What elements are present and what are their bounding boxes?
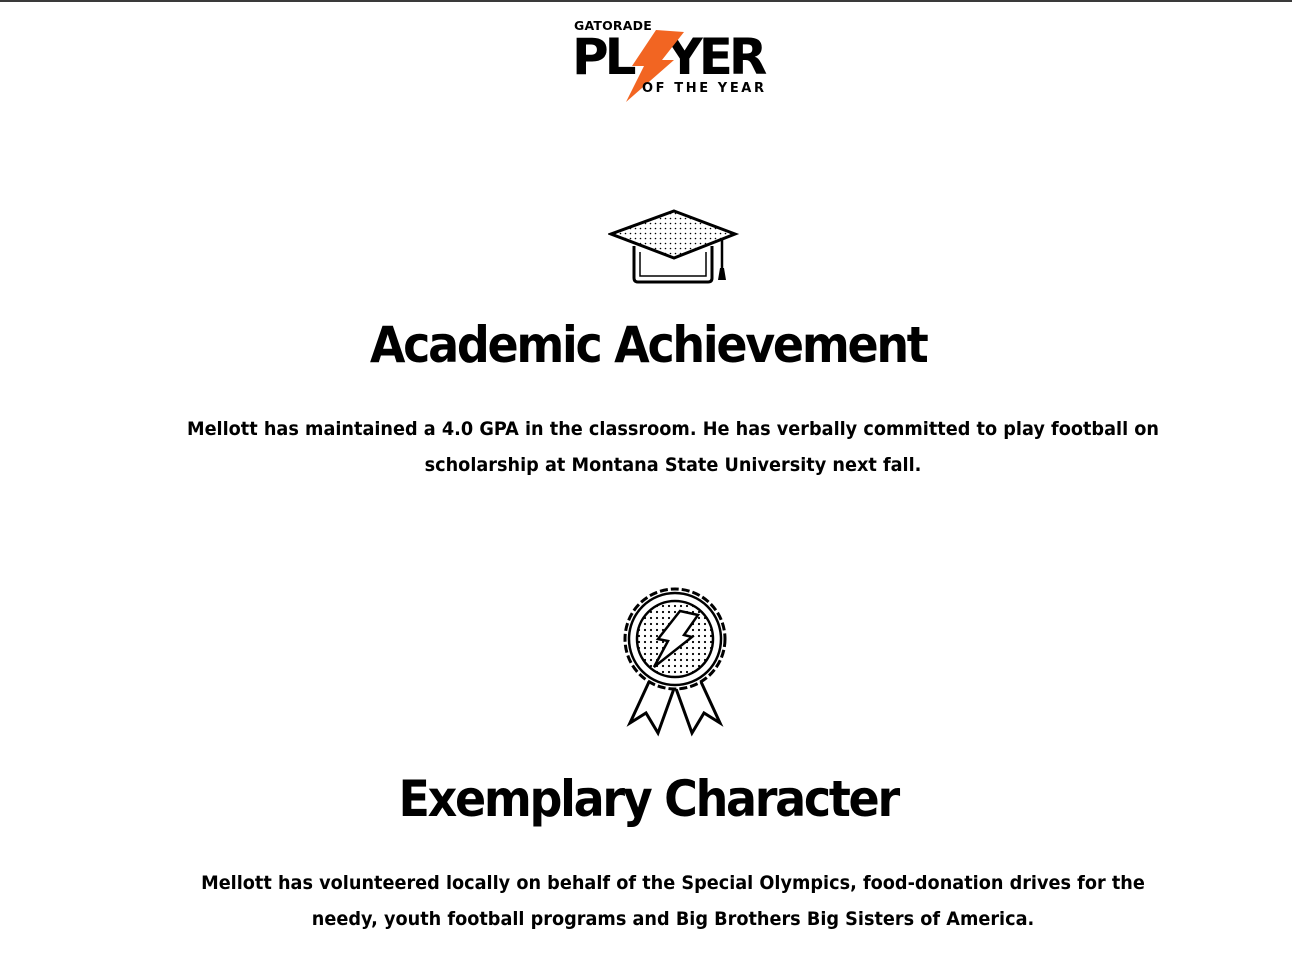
logo-brand-text: GATORADE (574, 18, 652, 33)
section-text-academic: Mellott has maintained a 4.0 GPA in the classroom. He has verbally committed to play football on scholarship at Montana State University next fall. (186, 418, 1159, 476)
section-text-character: Mellott has volunteered locally on behalf of the Special Olympics, food-donation drives for the needy, youth football programs and Big Brothers Big Sisters of America. (201, 872, 1145, 930)
section-title-academic: Academic Achievement (369, 316, 927, 374)
section-title-character: Exemplary Character (398, 770, 898, 828)
logo-subtitle: OF THE YEAR (642, 81, 767, 96)
graduation-cap-icon (608, 206, 740, 286)
logo-main-left: PL (572, 28, 633, 86)
top-border (0, 0, 1292, 2)
gatorade-player-of-the-year-logo[interactable] (572, 18, 777, 102)
logo-main-right: YER (666, 28, 764, 86)
award-ribbon-icon (618, 585, 732, 737)
